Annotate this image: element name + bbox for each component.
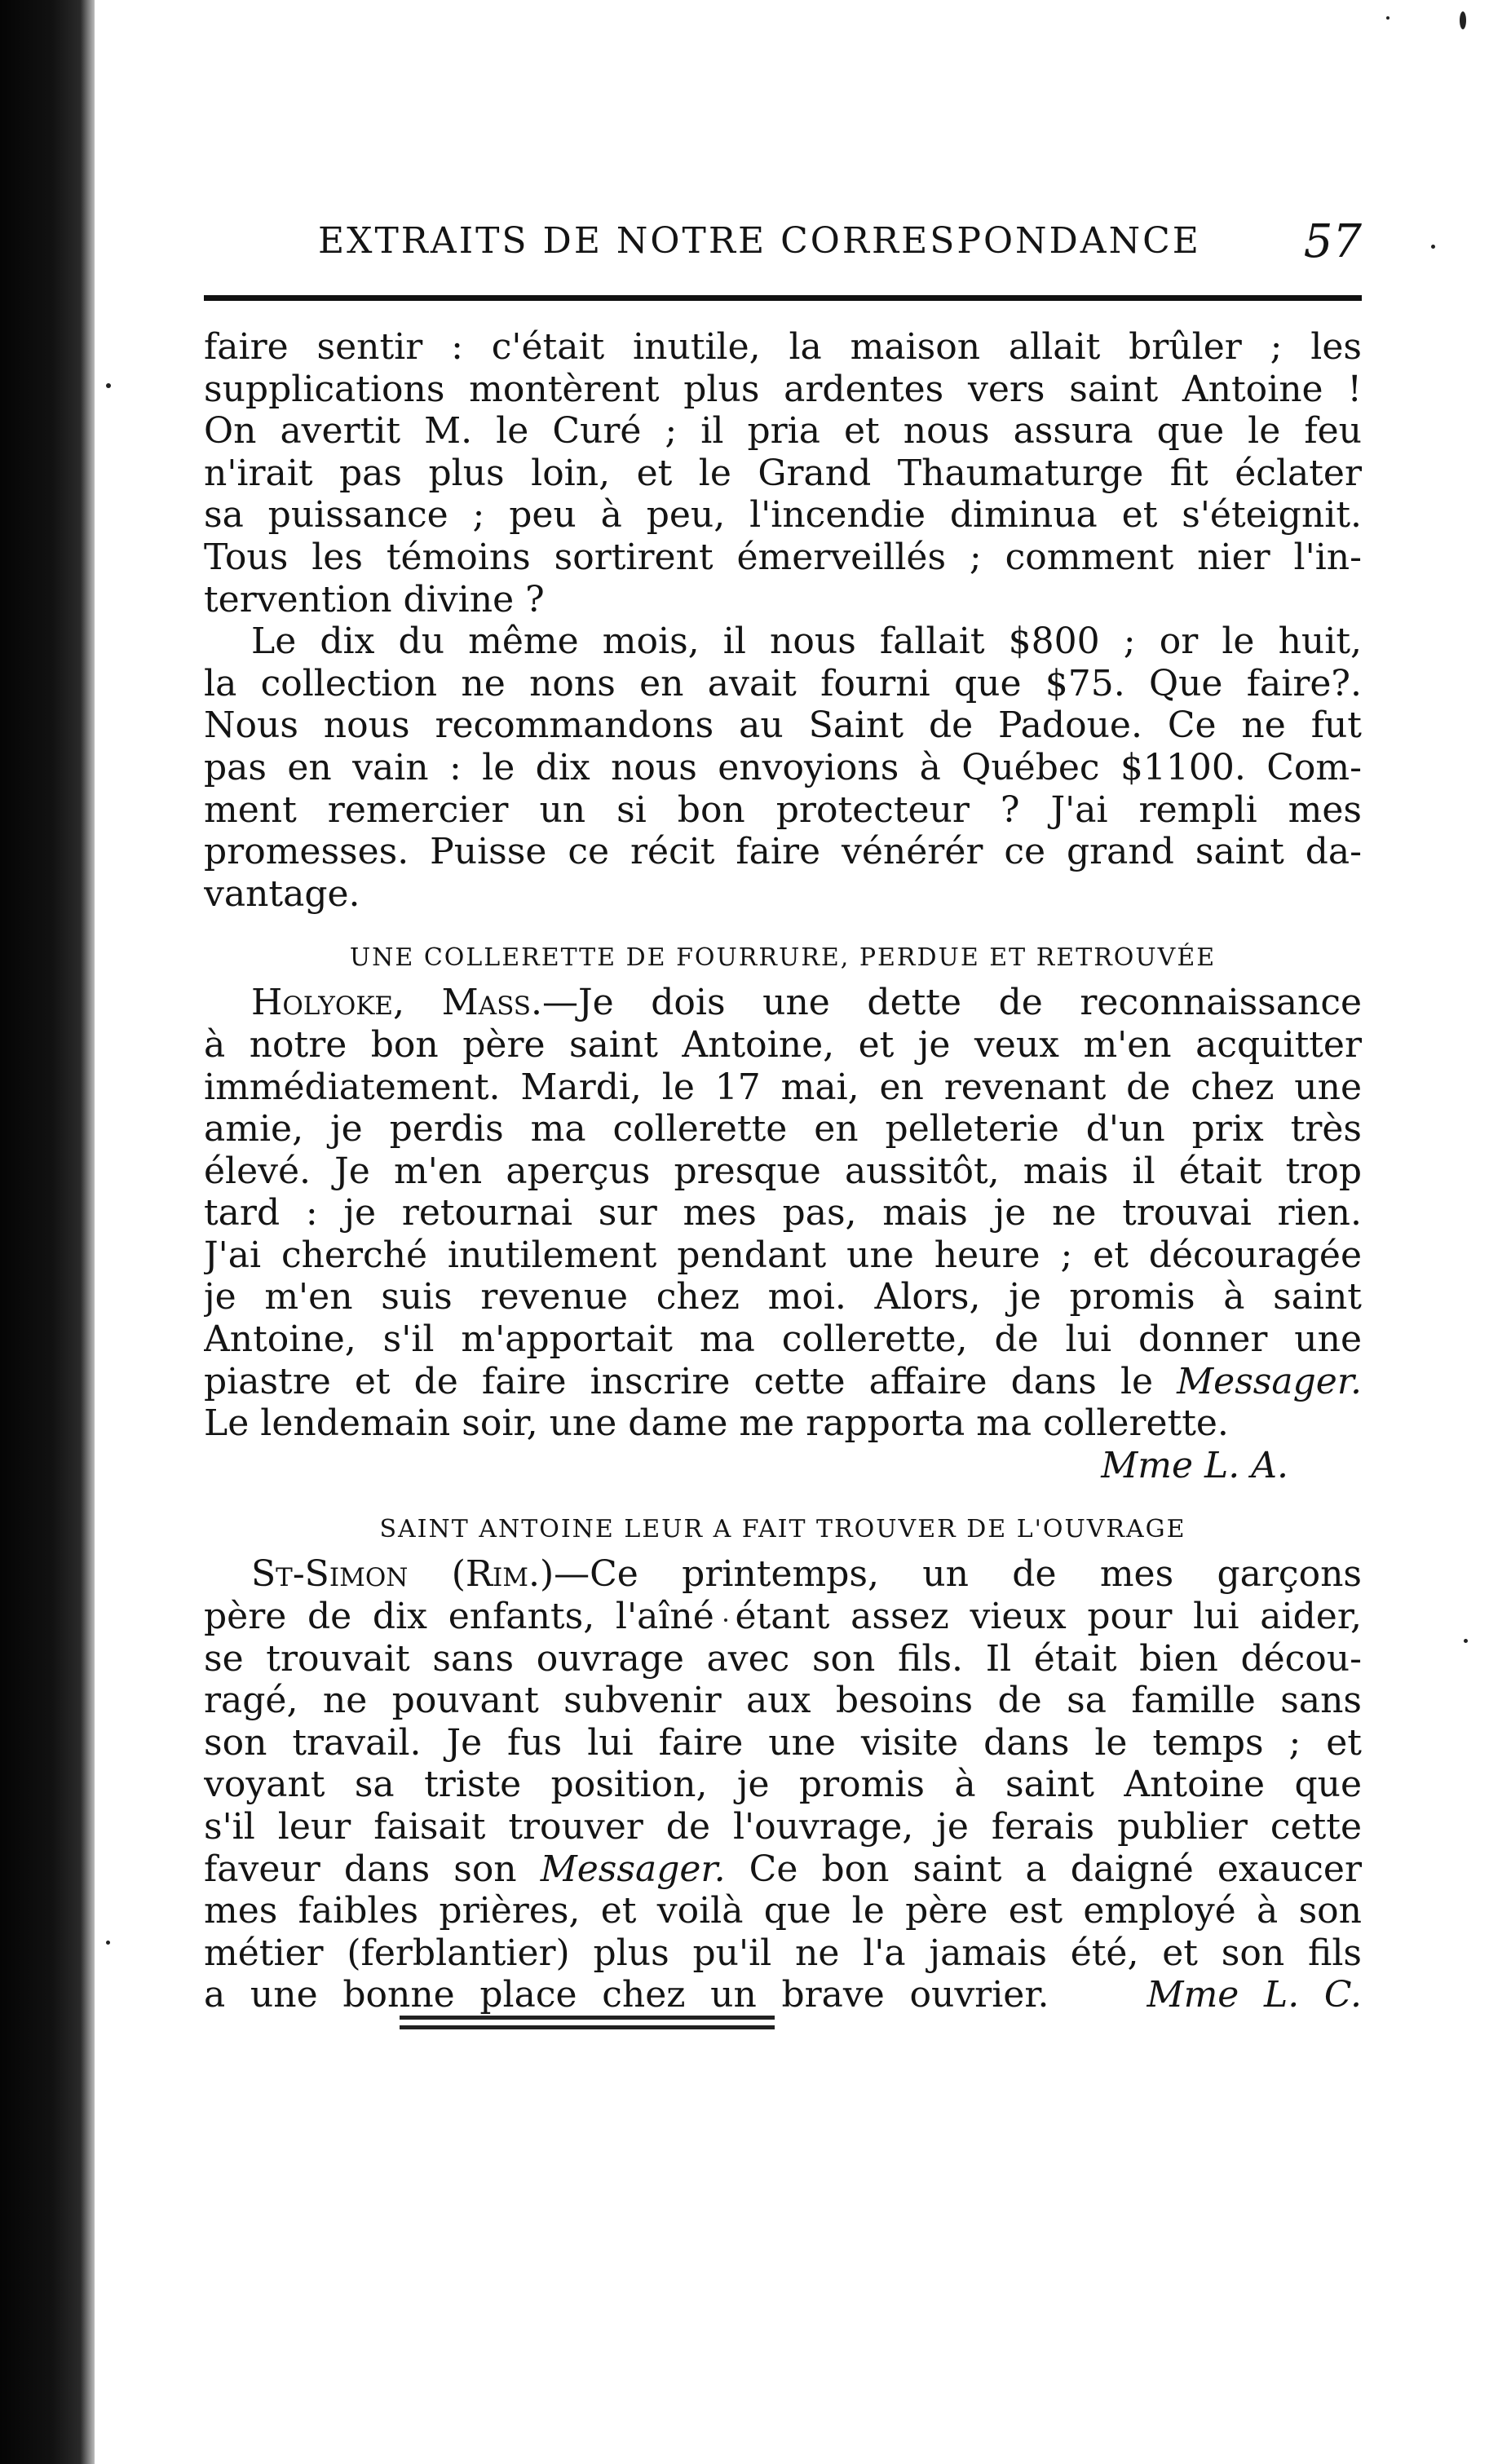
text-line: tard : je retournai sur mes pas, mais je ne trouvai rien. <box>204 1192 1362 1234</box>
messager-title: Messager. <box>540 1848 726 1890</box>
end-rule-top <box>400 2016 775 2020</box>
book-page <box>204 215 1362 2016</box>
place-name: Holyoke, Mass. <box>251 982 542 1024</box>
text-line <box>204 1553 1362 1596</box>
text-line: se trouvait sans ouvrage avec son fils. Il était bien décou- <box>204 1637 1362 1680</box>
text-line: Nous nous recommandons au Saint de Padoue. Ce ne fut <box>204 704 1362 747</box>
text-line: la collection ne nons en avait fourni que $75. Que faire?. <box>204 662 1362 704</box>
text-line: promesses. Puisse ce récit faire vénérér ce grand saint da- <box>204 831 1362 873</box>
text-line <box>204 982 1362 1024</box>
page-number: 57 <box>1303 215 1362 268</box>
text-line: à notre bon père saint Antoine, et je veux m'en acquitter <box>204 1023 1362 1066</box>
section-heading: SAINT ANTOINE LEUR A FAIT TROUVER DE L'OUVRAGE <box>379 1515 1186 1544</box>
text-line: son travail. Je fus lui faire une visite dans le temps ; et <box>204 1721 1362 1764</box>
text-line <box>204 1361 1362 1403</box>
text-segment: faveur dans son <box>204 1848 541 1890</box>
text-line <box>204 1974 1362 2016</box>
end-rule-bottom <box>400 2025 775 2029</box>
text-line: n'irait pas plus loin, et le Grand Thaumaturge fit éclater <box>204 452 1362 494</box>
text-segment: piastre et de faire inscrire cette affaire dans le <box>204 1360 1177 1402</box>
page-body <box>204 326 1362 2016</box>
text-segment: Ce bon saint a daigné exaucer <box>725 1848 1362 1890</box>
signature: Mme L. C. <box>1147 1974 1362 2016</box>
text-line: vantage. <box>204 872 360 915</box>
messager-title: Messager. <box>1177 1360 1362 1402</box>
paragraph-donation <box>204 620 1362 915</box>
text-line: On avertit M. le Curé ; il pria et nous assura que le feu <box>204 410 1362 453</box>
book-binding-edge <box>0 0 95 2464</box>
text-line: Antoine, s'il m'apportait ma collerette, de lui donner une <box>204 1318 1362 1361</box>
text-line: immédiatement. Mardi, le 17 mai, en revenant de chez une <box>204 1066 1362 1108</box>
section-ouvrage <box>204 1501 1362 2016</box>
text-segment: —Ce printemps, un de mes garçons <box>554 1553 1362 1596</box>
text-line <box>204 1848 1362 1891</box>
section-collerette <box>204 930 1362 1486</box>
text-line: sa puissance ; peu à peu, l'incendie diminua et s'éteignit. <box>204 494 1362 537</box>
text-line: métier (ferblantier) plus pu'il ne l'a jamais été, et son fils <box>204 1932 1362 1974</box>
text-line: ragé, ne pouvant subvenir aux besoins de sa famille sans <box>204 1680 1362 1722</box>
text-line: voyant sa triste position, je promis à saint Antoine que <box>204 1764 1362 1806</box>
text-line: tervention divine ? <box>204 578 545 620</box>
text-line: Le dix du même mois, il nous fallait $800 ; or le huit, <box>251 620 1362 663</box>
text-line: pas en vain : le dix nous envoyions à Québec $1100. Com- <box>204 746 1362 788</box>
text-line: Tous les témoins sortirent émerveillés ; comment nier l'in- <box>204 536 1362 578</box>
text-line: Le lendemain soir, une dame me rapporta ma collerette. <box>204 1402 1229 1445</box>
text-line: s'il leur faisait trouver de l'ouvrage, je ferais publier cette <box>204 1806 1362 1848</box>
text-line: mes faibles prières, et voilà que le père est employé à son <box>204 1890 1362 1932</box>
text-line: père de dix enfants, l'aîné étant assez vieux pour lui aider, <box>204 1596 1362 1638</box>
text-line: ment remercier un si bon protecteur ? J'ai rempli mes <box>204 788 1362 831</box>
running-head-title: EXTRAITS DE NOTRE CORRESPONDANCE <box>318 220 1201 262</box>
paragraph-fire <box>204 326 1362 620</box>
text-line: amie, je perdis ma collerette en pelleterie d'un prix très <box>204 1108 1362 1150</box>
text-segment: —Je dois une dette de reconnaissance <box>541 982 1362 1024</box>
text-line: élevé. Je m'en aperçus presque aussitôt, mais il était trop <box>204 1150 1362 1192</box>
section-heading: UNE COLLERETTE DE FOURRURE, PERDUE ET RETROUVÉE <box>349 943 1217 973</box>
text-segment: a une bonne place chez un brave ouvrier. <box>204 1974 1049 2016</box>
text-line: supplications montèrent plus ardentes vers saint Antoine ! <box>204 368 1362 410</box>
running-head <box>204 215 1362 285</box>
signature: Mme L. A. <box>1101 1444 1288 1486</box>
place-name: St-Simon (Rim.) <box>251 1553 554 1596</box>
text-line: faire sentir : c'était inutile, la maison allait brûler ; les <box>204 326 1362 368</box>
header-rule <box>204 295 1362 301</box>
text-line: J'ai cherché inutilement pendant une heure ; et découragée <box>204 1234 1362 1276</box>
text-line: je m'en suis revenue chez moi. Alors, je promis à saint <box>204 1276 1362 1318</box>
